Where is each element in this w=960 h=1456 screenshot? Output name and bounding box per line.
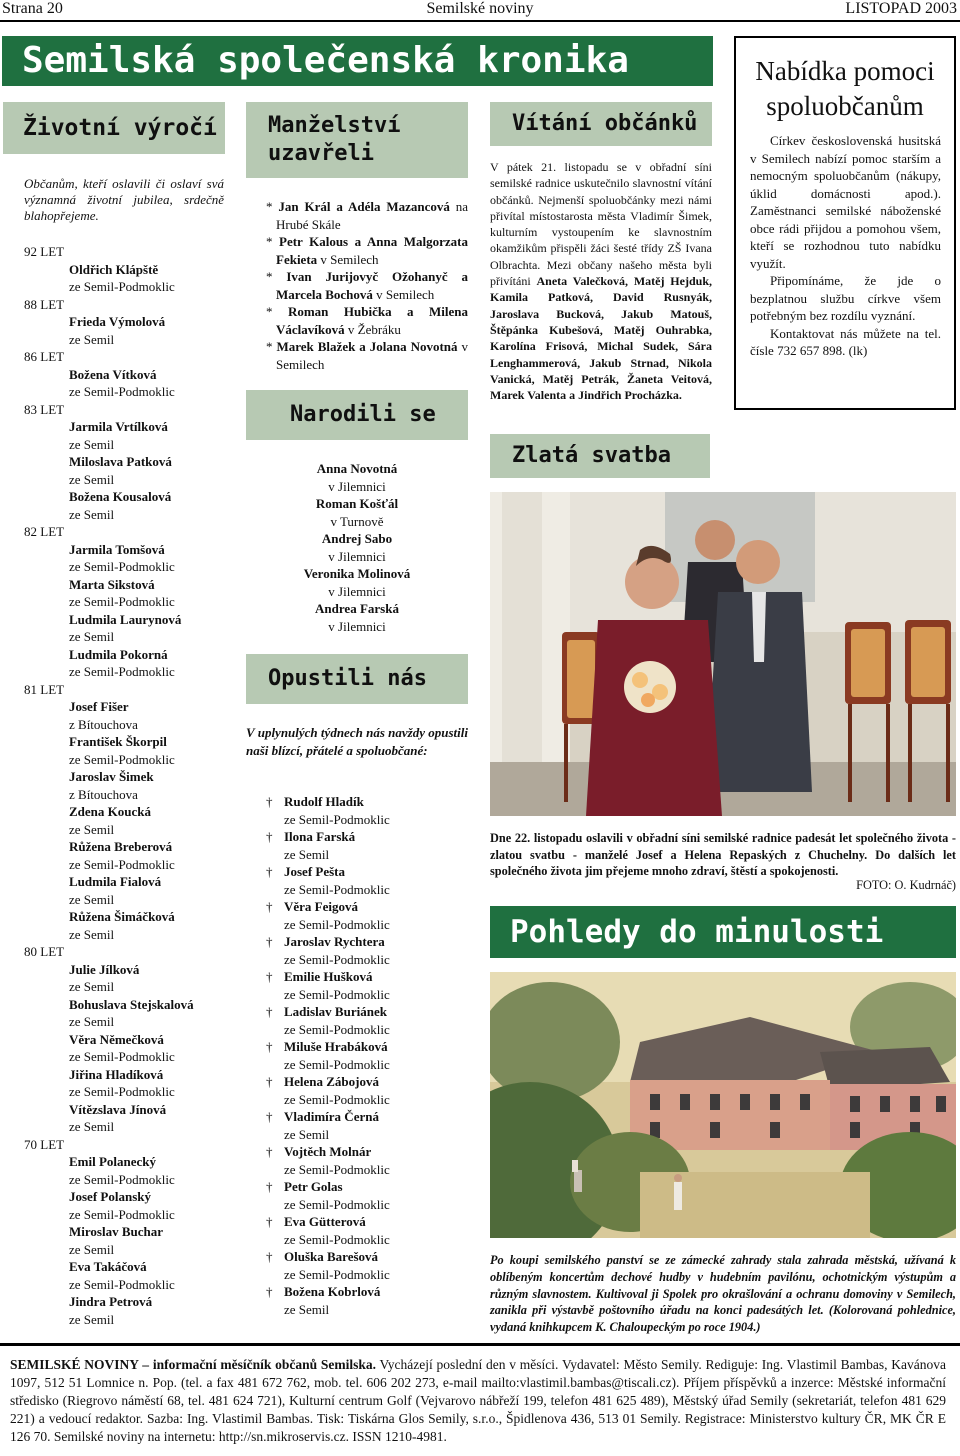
newborn-place: v Jilemnici bbox=[328, 548, 386, 564]
jubilant-name: Růžena Šimáčková bbox=[69, 909, 175, 924]
jubilant-place: ze Semil-Podmoklic bbox=[69, 856, 175, 872]
jubilant-place: ze Semil bbox=[69, 506, 115, 522]
deceased-place: ze Semil-Podmoklic bbox=[284, 916, 390, 932]
marriage-entry: * Petr Kalous a Anna Malgorzata Fekieta v Semilech bbox=[266, 234, 468, 267]
cross-icon: † bbox=[266, 1144, 273, 1159]
birthdays-intro: Občanům, kteří oslavili či oslaví svá významná životní jubilea, srdečně blahopřejeme. bbox=[24, 176, 224, 223]
deceased-name: Josef Pešta bbox=[284, 864, 346, 879]
deceased-name: Oluška Barešová bbox=[284, 1249, 379, 1264]
deceased-place: ze Semil bbox=[284, 1301, 330, 1317]
cross-icon: † bbox=[266, 1109, 273, 1124]
jubilant-place: ze Semil-Podmoklic bbox=[69, 1276, 175, 1292]
past-views-heading: Pohledy do minulosti bbox=[490, 906, 956, 958]
newborn-name: Andrej Sabo bbox=[321, 531, 393, 546]
deceased-row bbox=[266, 1283, 468, 1301]
jubilant-place: ze Semil bbox=[69, 979, 115, 994]
marriages-list bbox=[266, 198, 468, 373]
marriage-place: v Semilech bbox=[276, 339, 469, 372]
deceased-name: Jaroslav Rychtera bbox=[284, 934, 385, 949]
jubilant-name: Růžena Breberová bbox=[69, 839, 173, 854]
jubilant-name: Jaroslav Šimek bbox=[69, 769, 154, 784]
cross-icon: † bbox=[266, 934, 273, 949]
marriage-entry: * Ivan Jurijovyč Ožohanyč a Marcela Bochová v Semilech bbox=[266, 269, 468, 302]
jubilant-place: ze Semil bbox=[69, 821, 115, 837]
jubilant-place: ze Semil bbox=[69, 1119, 115, 1134]
deceased-place: ze Semil-Podmoklic bbox=[284, 1091, 390, 1107]
marriage-place: na Hrubé Skále bbox=[276, 199, 469, 232]
newborn-place: v Jilemnici bbox=[328, 618, 386, 634]
cross-icon: † bbox=[266, 1004, 273, 1019]
jubilant-name: Ludmila Pokorná bbox=[69, 646, 168, 662]
age-group-label: 81 LET bbox=[24, 681, 65, 697]
jubilant-name: Marta Sikstová bbox=[69, 576, 155, 592]
age-group-label: 70 LET bbox=[24, 1136, 65, 1152]
cross-icon: † bbox=[266, 969, 273, 984]
jubilant-place: ze Semil bbox=[69, 331, 115, 347]
postcard-caption: Po koupi semilského panství se ze zámecké zahrady stala zahrada městská, užívaná k oblíbeným koncertům dechové hudby v hudebním pavilónu, ochotnickým výstupům a různým slavnostem. Kultivoval ji Spolek pro okrašlování a ochranu domoviny v Semilech, zanikla při výstavbě poštovního úřadu na konci padesátých let. (Kolorovaná pohlednice, vydaná knihkupcem K. Chaloupeckým po roce 1904.) bbox=[490, 1253, 956, 1335]
marriage-entry: * Jan Král a Adéla Mazancová na Hrubé Skále bbox=[266, 199, 469, 232]
jubilant-place: ze Semil-Podmoklic bbox=[69, 1049, 175, 1064]
deceased-place: ze Semil-Podmoklic bbox=[284, 1161, 390, 1177]
help-box bbox=[734, 36, 956, 410]
deceased-name: Emilie Hušková bbox=[284, 969, 373, 984]
jubilant-place: z Bítouchova bbox=[69, 786, 138, 802]
marriage-place: v Semilech bbox=[376, 286, 435, 302]
deceased-name: Miluše Hrabáková bbox=[284, 1039, 388, 1054]
deaths-intro: V uplynulých týdnech nás navždy opustili naši blízcí, přátelé a spoluobčané: bbox=[246, 725, 468, 758]
golden-wedding-heading: Zlatá svatba bbox=[490, 434, 710, 478]
age-group-label: 80 LET bbox=[24, 944, 65, 959]
cross-icon: † bbox=[266, 1179, 273, 1194]
jubilant-name: Vítězslava Jínová bbox=[69, 1101, 167, 1117]
deceased-row bbox=[266, 1178, 468, 1196]
deceased-row bbox=[266, 828, 468, 846]
couple-names: Roman Hubička a Milena Václavíková bbox=[276, 304, 468, 337]
marriage-entry: * Marek Blažek a Jolana Novotná v Semilech bbox=[266, 339, 469, 372]
cross-icon: † bbox=[266, 829, 273, 844]
jubilant-name: Jindra Petrová bbox=[69, 1294, 153, 1309]
newborn-name: Andrea Farská bbox=[315, 601, 399, 616]
jubilant-name: Věra Němečková bbox=[69, 1031, 164, 1047]
deceased-row bbox=[266, 968, 468, 986]
deceased-name: Eva Gütterová bbox=[284, 1214, 366, 1229]
couple-names: Jan Král a Adéla Mazancová bbox=[278, 199, 450, 214]
jubilant-place: ze Semil bbox=[69, 926, 115, 942]
couple-names: Ivan Jurijovyč Ožohanyč a Marcela Bochová bbox=[276, 269, 468, 302]
page-header bbox=[0, 0, 960, 22]
page-number: Strana 20 bbox=[2, 0, 63, 17]
welcome-text bbox=[490, 159, 712, 403]
deceased-row bbox=[266, 1038, 468, 1056]
marriage-place: v Semilech bbox=[320, 251, 379, 267]
birthdays-heading: Životní výročí bbox=[3, 102, 225, 154]
newborn-name: Veronika Molinová bbox=[303, 566, 411, 581]
deceased-place: ze Semil-Podmoklic bbox=[284, 1056, 390, 1072]
deaths-heading: Opustili nás bbox=[246, 654, 468, 704]
jubilant-name: Ludmila Fialová bbox=[69, 874, 162, 889]
cross-icon: † bbox=[266, 794, 273, 809]
jubilant-name: Jarmila Vrtílková bbox=[69, 419, 168, 434]
jubilant-name: Josef Polanský bbox=[69, 1189, 151, 1204]
age-group-label: 92 LET bbox=[24, 244, 65, 259]
deceased-row bbox=[266, 1073, 468, 1091]
age-group-label: 88 LET bbox=[24, 296, 65, 312]
deceased-row bbox=[266, 1108, 468, 1126]
jubilant-name: František Škorpil bbox=[69, 734, 167, 749]
deceased-place: ze Semil bbox=[284, 846, 330, 862]
deceased-row bbox=[266, 1143, 468, 1161]
cross-icon: † bbox=[266, 1039, 273, 1054]
deceased-place: ze Semil-Podmoklic bbox=[284, 951, 390, 967]
deceased-name: Vladimíra Černá bbox=[284, 1109, 379, 1124]
births-heading: Narodili se bbox=[246, 390, 468, 440]
deceased-place: ze Semil bbox=[284, 1126, 330, 1142]
deceased-place: ze Semil-Podmoklic bbox=[284, 1231, 390, 1247]
jubilant-place: ze Semil bbox=[69, 629, 115, 644]
deceased-place: ze Semil-Podmoklic bbox=[284, 1021, 390, 1037]
jubilant-name: Oldřich Klápště bbox=[69, 261, 159, 277]
cross-icon: † bbox=[266, 1214, 273, 1229]
deceased-row bbox=[266, 1248, 468, 1266]
deceased-place: ze Semil-Podmoklic bbox=[284, 1196, 390, 1212]
age-group-label: 83 LET bbox=[24, 401, 65, 417]
jubilant-name: Bohuslava Stejskalová bbox=[69, 996, 194, 1012]
jubilant-name: Ludmila Laurynová bbox=[69, 611, 182, 627]
main-title: Semilská společenská kronika bbox=[2, 36, 713, 86]
deceased-row bbox=[266, 898, 468, 916]
cross-icon: † bbox=[266, 1284, 273, 1299]
jubilant-place: ze Semil-Podmoklic bbox=[69, 1084, 175, 1099]
cross-icon: † bbox=[266, 899, 273, 914]
jubilant-name: Julie Jílková bbox=[69, 961, 140, 977]
deceased-place: ze Semil-Podmoklic bbox=[284, 881, 390, 897]
imprint-body: Vycházejí poslední den v měsíci. Vydavatel: Město Semily. Rediguje: Ing. Vlastimil Bambas, Kavánova 1097, 512 51 Lomnice n. Pop. (tel. a fax 481 672 762, mob. tel. 606 202 273, e-mail mailto:vlastimil.bambas@tiscali.cz). Příjem příspěvků a inzerce: Městské informační středisko (Riegrovo náměstí 68, tel. 481 624 721), Kulturní centrum Golf (Vejvarovo nábřeží 199, telefon 481 625 489), Městský úřad Semily (sekretariát, telefon 481 629 221) a vedoucí redaktor. Sazba: Ing. Vlastimil Bambas. Tisk: Tiskárna Glos Semily, s.r.o., Špidlenova 436, 513 01 Semily. Registrace: Ministerstvo kultury ČR, MK ČR E 126 70. Semilské noviny na internetu: http://sn.mikroservis.cz. ISSN 1210-4981. bbox=[10, 1357, 946, 1444]
newborn-place: v Jilemnici bbox=[328, 478, 386, 494]
help-paragraph-3: Kontaktovat nás můžete na tel. čísle 732 657 898. (lk) bbox=[750, 325, 941, 358]
jubilant-place: ze Semil-Podmoklic bbox=[69, 384, 175, 399]
welcome-text-body: V pátek 21. listopadu se v obřadní síni semilské radnice uskutečnilo slavnostní vítání občánků. Nejmenší spoluobčánky mezi námi přivítal místostarosta města Vladimír Šimek, kulturním vystoupením ke slavnostním okamžikům přispěli žáci šesté třídy ZŠ Ivana Olbrachta. Mezi občany našeho města byli přivítáni bbox=[490, 160, 712, 289]
cross-icon: † bbox=[266, 1074, 273, 1089]
jubilant-place: ze Semil bbox=[69, 891, 115, 907]
couple-names: Petr Kalous a Anna Malgorzata Fekieta bbox=[276, 234, 468, 267]
jubilant-place: ze Semil-Podmoklic bbox=[69, 664, 175, 679]
age-group-label: 86 LET bbox=[24, 349, 65, 364]
welcome-heading: Vítání občánků bbox=[490, 102, 712, 146]
births-list bbox=[246, 460, 468, 635]
jubilant-name: Emil Polanecký bbox=[69, 1154, 157, 1169]
newborn-name: Anna Novotná bbox=[316, 461, 398, 476]
jubilant-place: ze Semil-Podmoklic bbox=[69, 559, 175, 574]
imprint-footer bbox=[0, 1343, 960, 1456]
historic-postcard bbox=[490, 972, 956, 1238]
jubilant-place: ze Semil-Podmoklic bbox=[69, 594, 175, 609]
jubilant-place: ze Semil-Podmoklic bbox=[69, 1206, 175, 1222]
newborn-name: Roman Košťál bbox=[315, 496, 399, 511]
jubilant-name: Božena Vítková bbox=[69, 366, 157, 382]
jubilant-place: ze Semil bbox=[69, 471, 115, 487]
help-paragraph-2: Připomínáme, že jde o bezplatnou službu církve všem potřebným bez rozdílu vyznání. bbox=[750, 273, 941, 323]
deceased-row bbox=[266, 933, 468, 951]
deceased-row bbox=[266, 1003, 468, 1021]
golden-wedding-photo-image bbox=[490, 492, 956, 816]
photo-credit: FOTO: O. Kudrnáč) bbox=[856, 878, 956, 892]
imprint-lead: SEMILSKÉ NOVINY – informační měsíčník občanů Semilska. bbox=[10, 1357, 377, 1372]
jubilant-place: ze Semil bbox=[69, 1241, 115, 1257]
deceased-row bbox=[266, 793, 468, 811]
marriage-place: v Žebráku bbox=[347, 321, 401, 337]
deceased-place: ze Semil-Podmoklic bbox=[284, 811, 390, 827]
deceased-row bbox=[266, 863, 468, 881]
jubilant-name: Miroslav Buchar bbox=[69, 1224, 164, 1239]
help-heading: Nabídka pomoci spoluobčanům bbox=[755, 56, 935, 121]
jubilant-name: Miloslava Patková bbox=[69, 454, 172, 469]
age-group-label: 82 LET bbox=[24, 524, 65, 539]
deceased-name: Helena Zábojová bbox=[284, 1074, 379, 1089]
cross-icon: † bbox=[266, 864, 273, 879]
golden-wedding-photo bbox=[490, 492, 956, 816]
jubilant-place: ze Semil-Podmoklic bbox=[69, 751, 175, 767]
jubilant-place: ze Semil-Podmoklic bbox=[69, 279, 175, 294]
deceased-name: Petr Golas bbox=[284, 1179, 343, 1194]
marriages-heading: Manželství uzavřeli bbox=[246, 102, 468, 178]
jubilant-name: Jarmila Tomšová bbox=[69, 541, 165, 557]
jubilant-name: Josef Fišer bbox=[69, 699, 129, 714]
welcome-names: Aneta Valečková, Matěj Hejduk, Kamila Patková, David Rusnyák, Jaroslava Bucková, Jakub Matouš, Štěpánka Kubešová, Matěj Ouhrabka, Karolína Frisová, Michal Sudek, Sára Lenghammerová, Jakub Strnad, Nikola Vanická, Matěj Petrák, Žaneta Veitová, Marek Valenta a Jindřich Procházka. bbox=[490, 274, 712, 403]
newborn-place: v Turnově bbox=[330, 513, 384, 529]
deceased-place: ze Semil-Podmoklic bbox=[284, 986, 390, 1002]
imprint-text bbox=[10, 1356, 946, 1446]
help-body bbox=[750, 132, 941, 360]
jubilant-name: Eva Takáčová bbox=[69, 1259, 147, 1274]
jubilant-name: Božena Kousalová bbox=[69, 489, 172, 504]
jubilant-name: Zdena Koucká bbox=[69, 804, 151, 819]
deceased-name: Božena Kobrlová bbox=[284, 1284, 381, 1299]
jubilant-name: Frieda Výmolová bbox=[69, 314, 166, 329]
couple-names: Marek Blažek a Jolana Novotná bbox=[276, 339, 458, 354]
deceased-place: ze Semil-Podmoklic bbox=[284, 1266, 390, 1282]
deceased-name: Rudolf Hladík bbox=[284, 794, 364, 809]
marriage-entry: * Roman Hubička a Milena Václavíková v Žebráku bbox=[266, 304, 468, 337]
deceased-name: Ladislav Buriánek bbox=[284, 1004, 387, 1019]
deceased-row bbox=[266, 1213, 468, 1231]
deceased-name: Věra Feigová bbox=[284, 899, 359, 914]
jubilant-name: Jiřina Hladíková bbox=[69, 1066, 164, 1082]
issue-date: LISTOPAD 2003 bbox=[845, 0, 957, 17]
newspaper-name: Semilské noviny bbox=[426, 0, 534, 17]
cross-icon: † bbox=[266, 1249, 273, 1264]
deceased-name: Vojtěch Molnár bbox=[284, 1144, 372, 1159]
jubilant-place: z Bítouchova bbox=[69, 716, 138, 732]
jubilant-place: ze Semil bbox=[69, 436, 115, 452]
jubilant-place: ze Semil bbox=[69, 1311, 115, 1327]
help-paragraph-1: Církev československá husitská v Semilech nabízí pomoc starším a nemocným spoluobčanům (nákupy, úklid domácnosti apod.). Zaměstnanci semilské náboženské obce rádi přijdou a pomohou všem, kteří se rozhodnou tuto nabídku využít. bbox=[750, 133, 941, 271]
golden-wedding-caption: Dne 22. listopadu oslavili v obřadní síni semilské radnice padesát let společného života - zlatou svatbu - manželé Josef a Helena Repaských z Chuchelny. Do dalších let společného života jim přejeme mnoho zdraví, štěstí a spokojenosti. bbox=[490, 831, 956, 878]
newborn-place: v Jilemnici bbox=[328, 583, 386, 599]
jubilant-place: ze Semil-Podmoklic bbox=[69, 1171, 175, 1187]
jubilant-place: ze Semil bbox=[69, 1014, 115, 1029]
deceased-name: Ilona Farská bbox=[284, 829, 356, 844]
historic-postcard-image bbox=[490, 972, 956, 1238]
birthdays-list bbox=[24, 243, 224, 1328]
deaths-list bbox=[266, 793, 468, 1318]
